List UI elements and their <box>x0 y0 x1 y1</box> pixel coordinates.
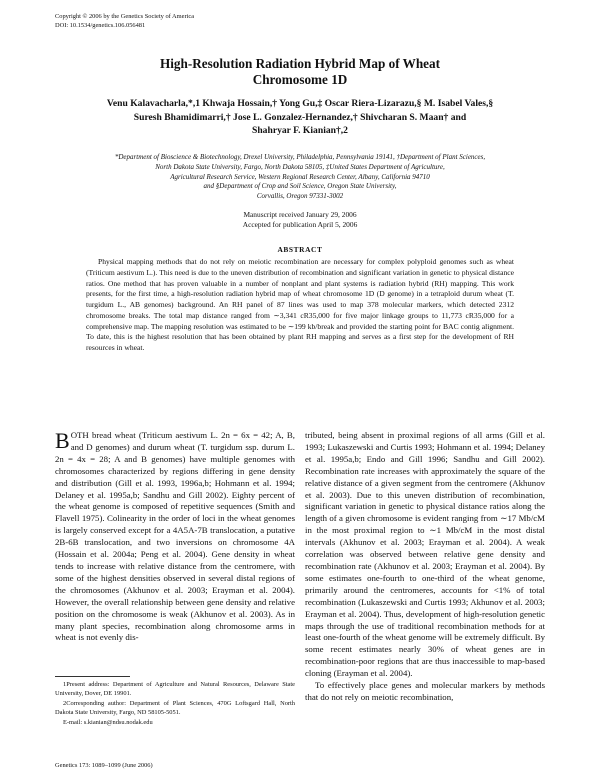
intro-paragraph-text: OTH bread wheat (Triticum aestivum L. 2n = 6x = 42; A, B, and D genomes) and durum wheat (T. turgidum ssp. durum L. 2n = 4x = 28; A and B genomes) have multiple genomes with chromosomes characterized by regions differing in gene density and distribution (Gill et al. 1993, 1996a,b; Hohmann et al. 1994; Delaney et al. 1995a,b; Sandhu and Gill 2002). Eighty percent of the wheat genome is composed of repetitive sequences (Smith and Flavell 1975). Colinearity in the order of loci in the wheat genomes is largely conserved except for a 4A5A-7B translocation, a putative 2B-6B translocation, and two inversions on chromosome 4A (Hossain et al. 2004a; Peng et al. 2004). Gene density in wheat tends to increase with relative distance from the centromere, with some of the highest densities observed in several distal regions of the chromosomes (Akhunov et al. 2003; Erayman et al. 2004). However, the overall relationship between gene density and relative position on the chromosome is weak (Akhunov et al. 2003). As in many plant species, recombination along chromosome arms in wheat is not evenly dis- <box>55 430 295 643</box>
accepted-date: Accepted for publication April 5, 2006 <box>242 220 358 229</box>
journal-header <box>55 13 194 30</box>
affiliation-line-5: Corvallis, Oregon 97331-3002 <box>256 192 344 201</box>
author-list <box>60 97 540 138</box>
drop-cap: B <box>55 428 70 453</box>
authors-line-2: Suresh Bhamidimarri,† Jose L. Gonzalez-Hernandez,† Shivcharan S. Maan† and <box>133 111 467 123</box>
footnotes <box>55 681 295 730</box>
title-line-2: Chromosome 1D <box>252 72 348 87</box>
received-date: Manuscript received January 29, 2006 <box>243 210 357 219</box>
mapping-paragraph: To effectively place genes and molecular markers by methods that do not rely on meiotic recombination, <box>305 680 545 702</box>
affiliation-line-1: *Department of Bioscience & Biotechnology, Drexel University, Philadelphia, Pennsylvania 19141, †Department of Plant Sciences, <box>114 153 486 161</box>
body-column-left <box>55 430 295 644</box>
footnote-corresponding-author: 2Corresponding author: Department of Plant Sciences, 470G Loftsgard Hall, North Dakota State University, Fargo, ND 58105-5051. <box>55 700 295 716</box>
footnote-rule <box>55 676 130 677</box>
footnote-present-address: 1Present address: Department of Agriculture and Natural Resources, Delaware State University, Dover, DE 19901. <box>55 681 295 697</box>
copyright-line: Copyright © 2006 by the Genetics Society of America <box>55 13 195 20</box>
intro-paragraph <box>55 430 295 644</box>
doi-line: DOI: 10.1534/genetics.106.056481 <box>55 21 146 29</box>
affiliation-line-3: Agricultural Research Service, Western Regional Research Center, Albany, California 94710 <box>170 172 430 181</box>
abstract-heading: ABSTRACT <box>277 245 323 254</box>
affiliation-line-4: and §Department of Crop and Soil Science, Oregon State University, <box>203 182 397 191</box>
title-line-1: High-Resolution Radiation Hybrid Map of Wheat <box>159 56 441 71</box>
manuscript-dates <box>60 210 540 230</box>
affiliation-line-2: North Dakota State University, Fargo, North Dakota 58105, ‡United States Department of Agriculture, <box>155 162 445 171</box>
body-column-right <box>305 430 545 704</box>
affiliations <box>62 153 538 202</box>
paper-title <box>60 56 540 88</box>
authors-line-3: Shahryar F. Kianian†,2 <box>252 125 348 137</box>
journal-citation: Genetics 173: 1089–1099 (June 2006) <box>55 762 153 769</box>
footnote-email: E-mail: s.kianian@ndsu.nodak.edu <box>63 719 153 727</box>
recombination-paragraph: tributed, being absent in proximal regions of all arms (Gill et al. 1993; Lukaszewski and Curtis 1993; Hohmann et al. 1994; Delaney et al. 1995a,b; Endo and Gill 1996; Sandhu and Gill 2002). Recombination rate increases with approximately the square of the relative distance of a given segment from the centromere (Akhunov et al. 2003). Due to this uneven distribution of recombination, significant variation in genetic to physical distance ratios along the length of a given chromosome is evident ranging from ∼17 Mb/cM in the most proximal region to ∼1 Mb/cM in the most distal intervals (Akhunov et al. 2003; Erayman et al. 2004). A weak correlation was observed between relative gene density and recombination rate (Akhunov et al. 2003; Erayman et al. 2004). By some estimates one-fourth to one-third of the wheat genome, primarily around the centromeres, accounts for <1% of total recombination (Lukaszewski and Curtis 1993; Akhunov et al. 2003; Erayman et al. 2004). Thus, development of high-resolution genetic maps through the use of traditional recombination methods for at least one-fourth of the wheat genome will be extremely difficult. By some recent estimates nearly 30% of wheat genes are in recombination-poor regions that are thus inaccessible to map-based cloning (Erayman et al. 2004). <box>305 430 545 679</box>
abstract-text: Physical mapping methods that do not rely on meiotic recombination are necessary for complex polyploid genomes such as wheat (Triticum aestivum L.). This need is due to the uneven distribution of recombination and significant variation in genetic to physical distance ratios. One method that has proven valuable in a number of nonplant and plant systems is radiation hybrid (RH) mapping. This work presents, for the first time, a high-resolution radiation hybrid map of wheat chromosome 1D (D genome) in a tetraploid durum wheat (T. turgidum L., AB genomes) background. An RH panel of 87 lines was used to map 378 molecular markers, which detected 2312 chromosome breaks. The total map distance ranged from ∼3,341 cR35,000 for five major linkage groups to 11,773 cR35,000 for a comprehensive map. The mapping resolution was estimated to be ∼199 kb/break and provided the starting point for BAC contig alignment. To date, this is the highest resolution that has been obtained by plant RH mapping and serves as a first step for the development of RH resources in wheat. <box>86 257 514 352</box>
authors-line-1: Venu Kalavacharla,*,1 Khwaja Hossain,† Yong Gu,‡ Oscar Riera-Lizarazu,§ M. Isabel Vales,§ <box>106 98 494 109</box>
